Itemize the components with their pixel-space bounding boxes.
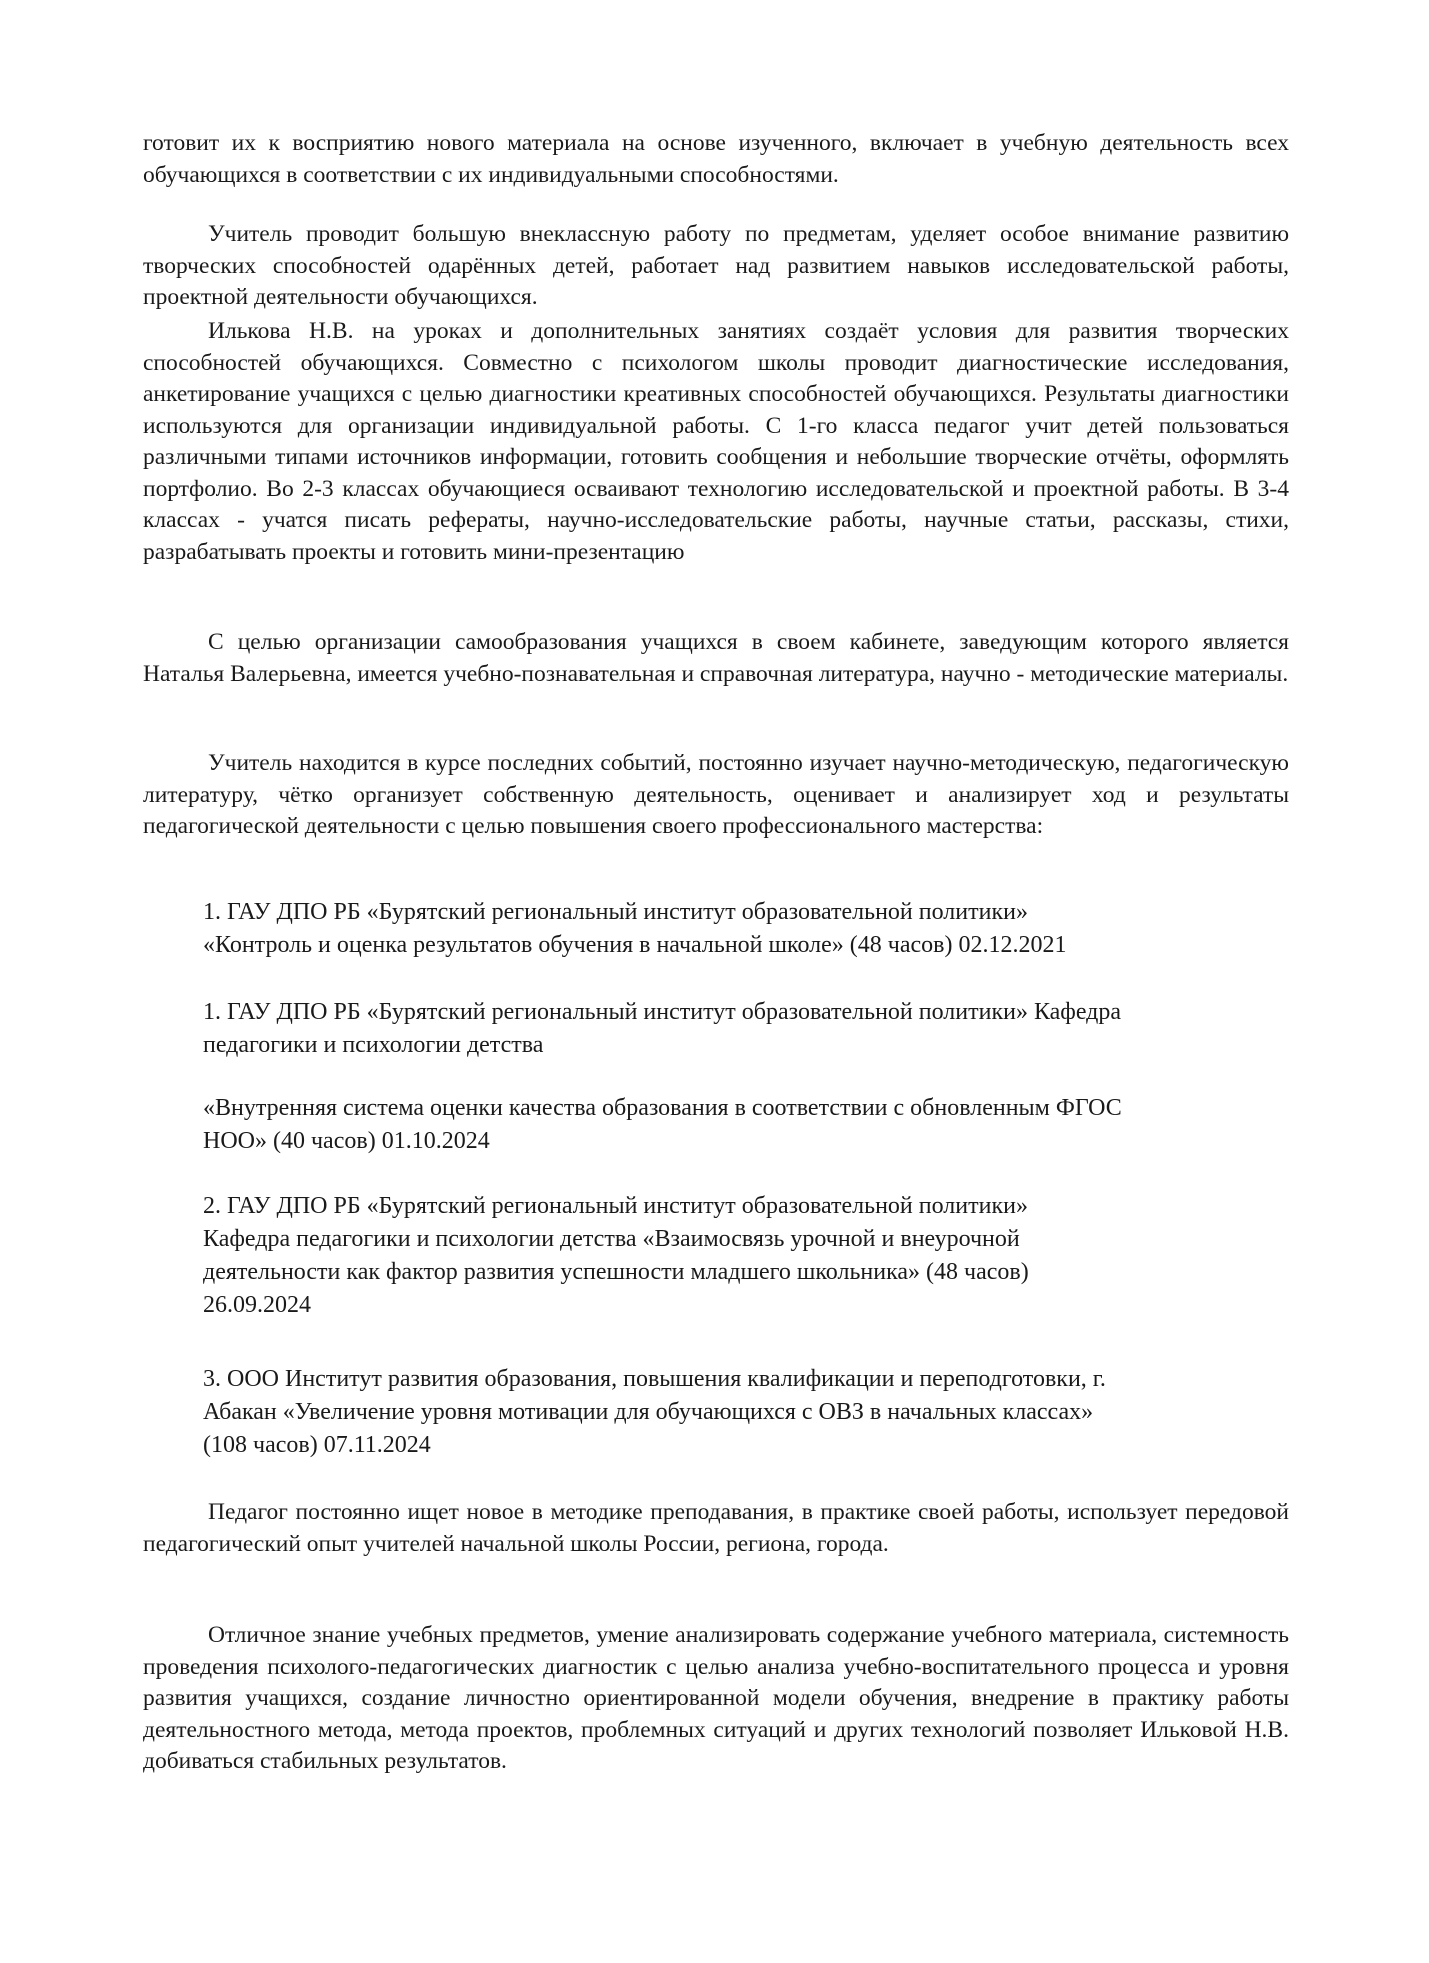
- course-line: (108 часов) 07.11.2024: [203, 1432, 431, 1458]
- paragraph-professional-growth: Учитель находится в курсе последних событий, постоянно изучает научно-методическую, педагогическую литературу, чётко организует собственную деятельность, оценивает и анализирует ход и результаты педагогической деятельности с целью повышения своего профессионального мастерства:: [143, 750, 1289, 839]
- course-item: [203, 1092, 1293, 1158]
- course-line: «Внутренняя система оценки качества образования в соответствии с обновленным ФГОС: [203, 1095, 1122, 1121]
- course-item: [203, 1363, 1293, 1462]
- paragraph-self-education: С целью организации самообразования учащихся в своем кабинете, заведующим которого является Наталья Валерьевна, имеется учебно-познавательная и справочная литература, научно - методические материалы.: [143, 629, 1289, 687]
- paragraph-methodology: Педагог постоянно ищет новое в методике преподавания, в практике своей работы, использует передовой педагогический опыт учителей начальной школы России, региона, города.: [143, 1499, 1289, 1557]
- course-item: [203, 1190, 1293, 1322]
- course-line: НОО» (40 часов) 01.10.2024: [203, 1128, 490, 1154]
- paragraph-extracurricular: Учитель проводит большую внеклассную работу по предметам, уделяет особое внимание развитию творческих способностей одарённых детей, работает над развитием навыков исследовательской работы, проектной деятельности обучающихся.: [143, 221, 1289, 310]
- course-line: Абакан «Увеличение уровня мотивации для обучающихся с ОВЗ в начальных классах»: [203, 1399, 1094, 1425]
- paragraph-learning-inclusion: готовит их к восприятию нового материала на основе изученного, включает в учебную деятельность всех обучающихся в соответствии с их индивидуальными способностями.: [143, 130, 1289, 188]
- course-line: деятельности как фактор развития успешности младшего школьника» (48 часов): [203, 1259, 1029, 1285]
- course-item: [203, 996, 1293, 1062]
- course-line: 1. ГАУ ДПО РБ «Бурятский региональный институт образовательной политики»: [203, 899, 1028, 925]
- course-item: [203, 896, 1293, 962]
- course-line: Кафедра педагогики и психологии детства «Взаимосвязь урочной и внеурочной: [203, 1226, 1020, 1252]
- course-line: «Контроль и оценка результатов обучения в начальной школе» (48 часов) 02.12.2021: [203, 932, 1067, 958]
- paragraph-conclusion: Отличное знание учебных предметов, умение анализировать содержание учебного материала, системность проведения психолого-педагогических диагностик с целью анализа учебно-воспитательного процесса и уровня развития учащихся, создание личностно ориентированной модели обучения, внедрение в практику работы деятельностного метода, метода проектов, проблемных ситуаций и других технологий позволяет Ильковой Н.В. добиваться стабильных результатов.: [143, 1622, 1289, 1774]
- course-line: 2. ГАУ ДПО РБ «Бурятский региональный институт образовательной политики»: [203, 1193, 1028, 1219]
- course-line: педагогики и психологии детства: [203, 1032, 544, 1058]
- course-line: 26.09.2024: [203, 1292, 311, 1318]
- course-line: 1. ГАУ ДПО РБ «Бурятский региональный институт образовательной политики» Кафедра: [203, 999, 1122, 1025]
- course-line: 3. ООО Институт развития образования, повышения квалификации и переподготовки, г.: [203, 1366, 1106, 1392]
- paragraph-creative-abilities: Илькова Н.В. на уроках и дополнительных занятиях создаёт условия для развития творческих способностей обучающихся. Совместно с психологом школы проводит диагностические исследования, анкетирование учащихся с целью диагностики креативных способностей обучающихся. Результаты диагностики используются для организации индивидуальной работы. С 1-го класса педагог учит детей пользоваться различными типами источников информации, готовить сообщения и небольшие творческие отчёты, оформлять портфолио. Во 2-3 классах обучающиеся осваивают технологию исследовательской и проектной работы. В 3-4 классах - учатся писать рефераты, научно-исследовательские работы, научные статьи, рассказы, стихи, разрабатывать проекты и готовить мини-презентацию: [143, 318, 1289, 565]
